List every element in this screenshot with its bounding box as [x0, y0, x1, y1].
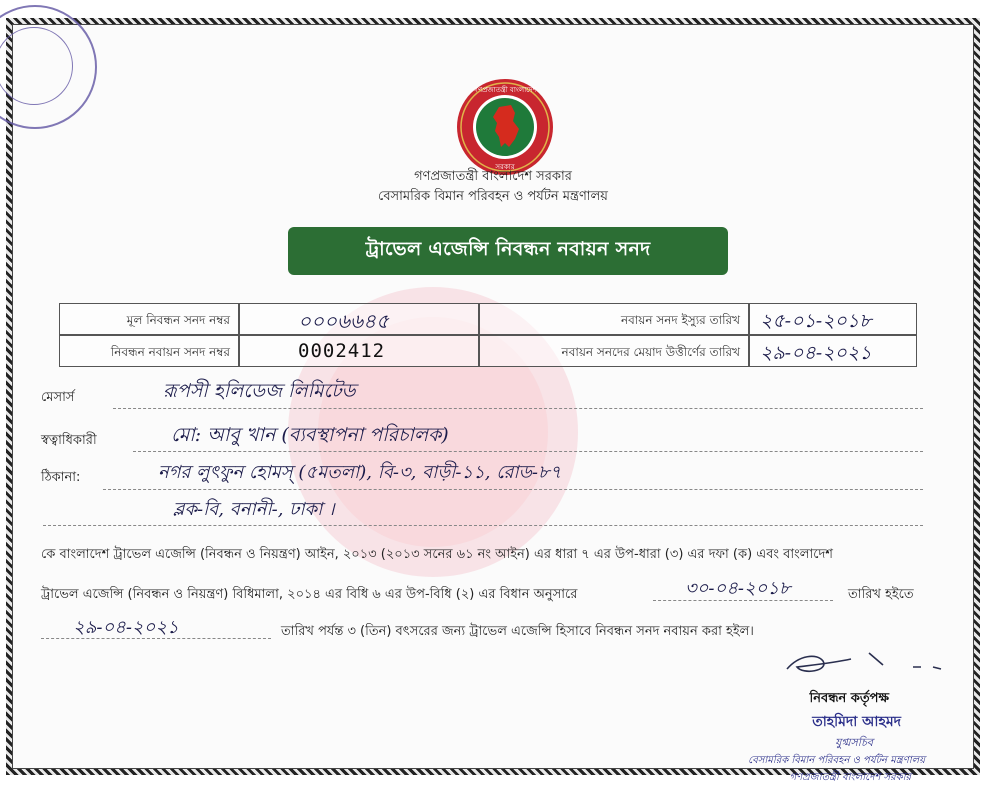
body-text-line3: তারিখ পর্যন্ত ৩ (তিন) বৎসরের জন্য ট্রাভেল এজেন্সি হিসাবে নিবন্ধন সনদ নবায়ন করা হইল। [281, 624, 754, 639]
certificate-paper [13, 25, 973, 783]
from-date-suffix: তারিখ হইতে [848, 587, 914, 602]
messrs-label: মেসার্স [41, 390, 75, 405]
certificate-title [288, 227, 728, 275]
signature-block [748, 689, 925, 787]
signature-name: তাহমিদা আহমদ [812, 714, 901, 730]
to-date-line [41, 638, 271, 639]
signature-title: যুগ্মসচিব [835, 736, 873, 749]
issue-date-value-cell [749, 303, 917, 335]
issue-date-label: নবায়ন সনদ ইস্যুর তারিখ [620, 313, 740, 327]
original-reg-label: মূল নিবন্ধন সনদ নম্বর [126, 313, 230, 327]
ministry-name: বেসামরিক বিমান পরিবহন ও পর্যটন মন্ত্রণালয় [378, 189, 608, 204]
certificate-title-text: ট্রাভেল এজেন্সি নিবন্ধন নবায়ন সনদ [365, 238, 651, 260]
owner-label: স্বত্বাধিকারী [41, 433, 97, 448]
body-text-line1: কে বাংলাদেশ ট্রাভেল এজেন্সি (নিবন্ধন ও নিয়ন্ত্রণ) আইন, ২০১৩ (২০১৩ সনের ৬১ নং আইন) এর ধারা ৭ এর উপ-ধারা (৩) এর দফা (ক) এবং বাংলাদেশ [41, 547, 833, 562]
renewal-reg-value-cell [239, 335, 479, 367]
from-date-value: ৩০-০৪-২০১৮ [685, 578, 791, 599]
signature-scribble [773, 637, 953, 687]
to-date-value: ২৯-০৪-২০২১ [73, 617, 179, 638]
renewal-reg-label: নিবন্ধন নবায়ন সনদ নম্বর [110, 345, 230, 359]
body-text-line2: ট্রাভেল এজেন্সি (নিবন্ধন ও নিয়ন্ত্রণ) বিধিমালা, ২০১৪ এর বিধি ৬ এর উপ-বিধি (২) এর বিধান অনুসারে [41, 587, 578, 602]
messrs-line [113, 408, 923, 409]
renewal-reg-label-cell [59, 335, 239, 367]
certificate-border [6, 18, 980, 783]
address-line2: ব্লক-বি, বনানী-, ঢাকা । [173, 499, 335, 520]
address-line2-rule [43, 525, 923, 526]
signature-government: গণপ্রজাতন্ত্রী বাংলাদেশ সরকার [789, 772, 911, 783]
address-line1-rule [103, 489, 923, 490]
government-name: গণপ্রজাতন্ত্রী বাংলাদেশ সরকার [414, 169, 572, 184]
original-reg-value: ০০০৬৬৪৫ [298, 309, 389, 333]
expiry-date-value: ২৯-০৪-২০২১ [760, 342, 872, 364]
renewal-reg-value: 0002412 [298, 340, 386, 362]
expiry-date-value-cell [749, 335, 917, 367]
address-label: ঠিকানা: [41, 470, 81, 485]
signature-department: বেসামরিক বিমান পরিবহন ও পর্যটন মন্ত্রণালয় [748, 755, 925, 766]
issue-date-value: ২৫-০১-২০১৮ [760, 310, 872, 332]
owner-line [133, 451, 923, 452]
messrs-value: রূপসী হলিডেজ লিমিটেড [163, 380, 356, 402]
original-reg-value-cell [239, 303, 479, 335]
address-line1: নগর লুৎফুন হোমস্ (৫মতলা), বি-৩, বাড়ী-১১, রোড-৮৭ [158, 462, 562, 483]
original-reg-label-cell [59, 303, 239, 335]
signature-authority: নিবন্ধন কর্তৃপক্ষ [809, 691, 889, 706]
emblem-text-top: গণপ্রজাতন্ত্রী বাংলাদেশ [473, 86, 537, 94]
owner-value: মো: আবু খান (ব্যবস্থাপনা পরিচালক) [171, 424, 449, 446]
from-date-line [653, 600, 833, 601]
issue-date-label-cell [479, 303, 749, 335]
government-emblem-icon [455, 77, 555, 177]
expiry-date-label: নবায়ন সনদের মেয়াদ উত্তীর্ণের তারিখ [561, 345, 740, 359]
expiry-date-label-cell [479, 335, 749, 367]
emblem-text-bottom: সরকার [495, 163, 515, 171]
